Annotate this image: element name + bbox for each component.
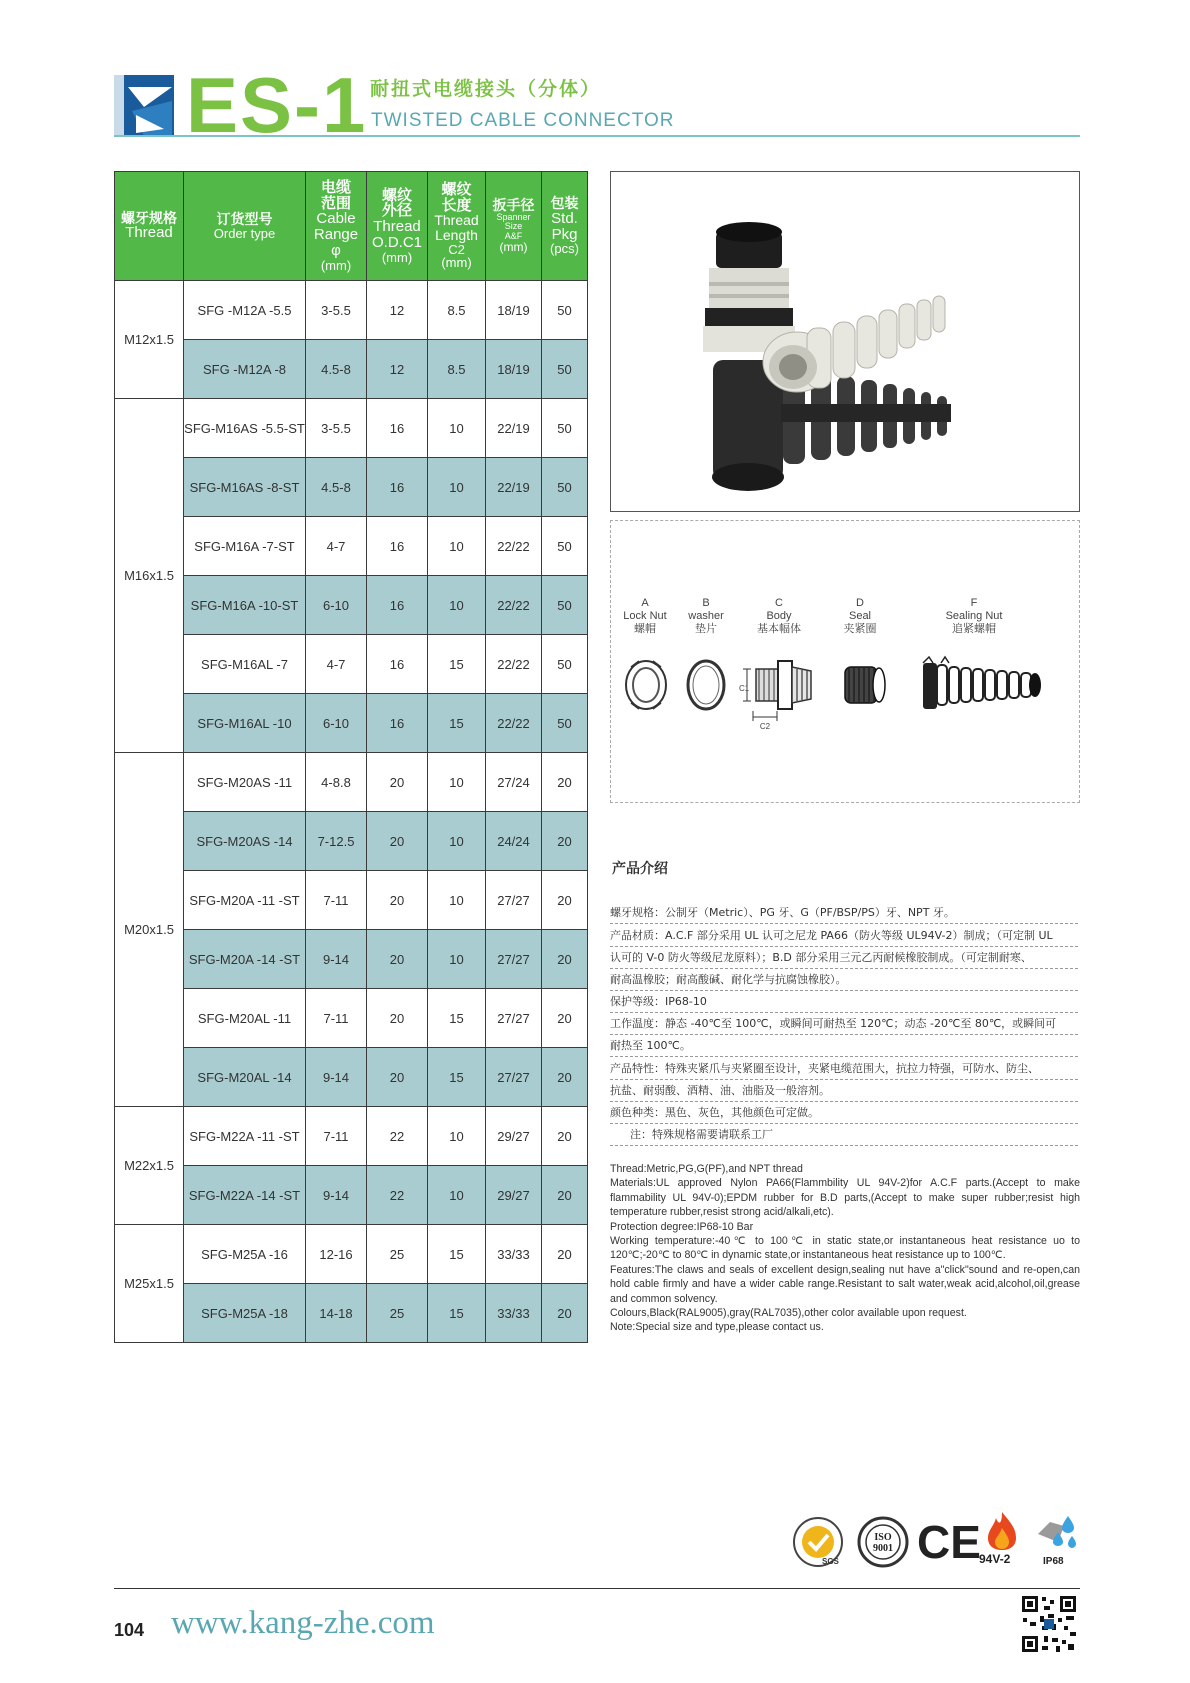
thread-length-cell: 10 xyxy=(428,753,486,812)
cable-range-cell: 7-11 xyxy=(306,989,367,1048)
std-pkg-cell: 20 xyxy=(542,930,588,989)
thread-od-cell: 22 xyxy=(367,1107,428,1166)
thread-length-cell: 10 xyxy=(428,1166,486,1225)
table-row xyxy=(115,930,588,989)
thread-length-cell: 10 xyxy=(428,871,486,930)
cable-range-cell: 7-11 xyxy=(306,871,367,930)
table-row xyxy=(115,399,588,458)
thread-length-cell: 15 xyxy=(428,1048,486,1107)
spanner-size-cell: 22/19 xyxy=(486,458,542,517)
intro-cn-note: 注：特殊规格需要请联系工厂 xyxy=(610,1124,1078,1146)
std-pkg-cell: 50 xyxy=(542,281,588,340)
thread-od-cell: 16 xyxy=(367,458,428,517)
website-link[interactable]: www.kang-zhe.com xyxy=(171,1605,435,1641)
c1-label: C1 xyxy=(739,684,750,693)
thread-od-cell: 20 xyxy=(367,1048,428,1107)
intro-title: 产品介绍 xyxy=(612,861,668,877)
thread-length-cell: 15 xyxy=(428,1284,486,1343)
spanner-size-cell: 22/22 xyxy=(486,517,542,576)
brand-logo xyxy=(114,75,174,136)
table-row xyxy=(115,871,588,930)
thread-length-cell: 10 xyxy=(428,399,486,458)
thread-length-cell: 15 xyxy=(428,635,486,694)
spanner-size-cell: 29/27 xyxy=(486,1107,542,1166)
table-row xyxy=(115,753,588,812)
intro-cn-line: 抗盐、耐弱酸、酒精、油、油脂及一般溶剂。 xyxy=(610,1080,1078,1102)
cable-range-cell: 9-14 xyxy=(306,1048,367,1107)
thread-length-cell: 15 xyxy=(428,1225,486,1284)
intro-cn-line: 螺牙规格：公制牙（Metric）、PG 牙、G（PF/BSP/PS）牙、NPT 牙。 xyxy=(610,902,1078,924)
intro-cn-line: 耐热至 100℃。 xyxy=(610,1035,1078,1057)
table-row xyxy=(115,1048,588,1107)
thread-length-cell: 15 xyxy=(428,694,486,753)
header-order-type: 订货型号 Order type xyxy=(184,172,306,281)
order-type-cell: SFG -M12A -8 xyxy=(184,340,306,399)
intro-en-line: Colours,Black(RAL9005),gray(RAL7035),other color available upon request. xyxy=(610,1307,967,1320)
footer-divider xyxy=(114,1588,1080,1589)
thread-od-cell: 20 xyxy=(367,812,428,871)
order-type-cell: SFG-M16AS -5.5-ST xyxy=(184,399,306,458)
intro-cn-line: 耐高温橡胶；耐高酸碱、耐化学与抗腐蚀橡胶）。 xyxy=(610,969,1078,991)
intro-en-line: Protection degree:IP68-10 Bar xyxy=(610,1220,754,1233)
spanner-size-cell: 33/33 xyxy=(486,1284,542,1343)
table-row xyxy=(115,694,588,753)
order-type-cell: SFG-M25A -18 xyxy=(184,1284,306,1343)
thread-length-cell: 10 xyxy=(428,458,486,517)
seal-icon xyxy=(845,667,885,703)
cable-range-cell: 9-14 xyxy=(306,1166,367,1225)
spanner-size-cell: 29/27 xyxy=(486,1166,542,1225)
table-row xyxy=(115,517,588,576)
intro-en-line: Features:The claws and seals of excellent design,sealing nut have a"click"sound and re-open,can hold cable firmly and have a wider cable range.Resistant to salt water,weak acid,alcohol,oil,grease and common solvency. xyxy=(610,1263,1080,1305)
thread-spec-cell: M12x1.5 xyxy=(115,281,184,399)
order-type-cell: SFG-M16AL -10 xyxy=(184,694,306,753)
thread-od-cell: 16 xyxy=(367,694,428,753)
thread-length-cell: 10 xyxy=(428,517,486,576)
spanner-size-cell: 27/24 xyxy=(486,753,542,812)
part-label-a: A Lock Nut 螺帽 xyxy=(623,597,667,635)
spanner-size-cell: 27/27 xyxy=(486,1048,542,1107)
thread-od-cell: 16 xyxy=(367,576,428,635)
order-type-cell: SFG-M20AS -11 xyxy=(184,753,306,812)
table-header-row xyxy=(115,172,588,281)
order-type-cell: SFG -M12A -5.5 xyxy=(184,281,306,340)
page-number: 104 xyxy=(114,1620,145,1640)
std-pkg-cell: 50 xyxy=(542,399,588,458)
cable-range-cell: 9-14 xyxy=(306,930,367,989)
order-type-cell: SFG-M16A -7-ST xyxy=(184,517,306,576)
spanner-size-cell: 27/27 xyxy=(486,930,542,989)
intro-cn-line: 产品材质：A.C.F 部分采用 UL 认可之尼龙 PA66（防火等级 UL94V-2）制成；（可定制 UL xyxy=(610,925,1078,947)
cable-range-cell: 12-16 xyxy=(306,1225,367,1284)
thread-length-cell: 8.5 xyxy=(428,281,486,340)
cable-range-cell: 6-10 xyxy=(306,576,367,635)
spanner-size-cell: 18/19 xyxy=(486,340,542,399)
exploded-diagram xyxy=(610,520,1080,803)
lock-nut-icon xyxy=(626,661,666,709)
spanner-size-cell: 33/33 xyxy=(486,1225,542,1284)
thread-length-cell: 10 xyxy=(428,812,486,871)
thread-od-cell: 20 xyxy=(367,753,428,812)
std-pkg-cell: 20 xyxy=(542,812,588,871)
order-type-cell: SFG-M16A -10-ST xyxy=(184,576,306,635)
std-pkg-cell: 20 xyxy=(542,989,588,1048)
c2-label: C2 xyxy=(759,722,771,731)
std-pkg-cell: 20 xyxy=(542,1107,588,1166)
thread-od-cell: 20 xyxy=(367,871,428,930)
thread-spec-cell: M25x1.5 xyxy=(115,1225,184,1343)
header-thread: 螺牙规格 Thread xyxy=(115,172,184,281)
spanner-size-cell: 22/22 xyxy=(486,635,542,694)
std-pkg-cell: 50 xyxy=(542,635,588,694)
intro-en-line: Thread:Metric,PG,G(PF),and NPT thread xyxy=(610,1163,803,1175)
part-label-d: D Seal 夹紧圈 xyxy=(843,597,877,635)
flame-icon: 94V-2 xyxy=(982,1510,1022,1556)
title-english: TWISTED CABLE CONNECTOR xyxy=(371,110,675,131)
std-pkg-cell: 20 xyxy=(542,871,588,930)
order-type-cell: SFG-M22A -11 -ST xyxy=(184,1107,306,1166)
thread-od-cell: 16 xyxy=(367,517,428,576)
table-row xyxy=(115,1225,588,1284)
order-type-cell: SFG-M20A -14 -ST xyxy=(184,930,306,989)
thread-length-cell: 10 xyxy=(428,576,486,635)
table-row xyxy=(115,1107,588,1166)
order-type-cell: SFG-M16AS -8-ST xyxy=(184,458,306,517)
thread-spec-cell: M20x1.5 xyxy=(115,753,184,1107)
std-pkg-cell: 50 xyxy=(542,340,588,399)
cable-range-cell: 14-18 xyxy=(306,1284,367,1343)
title-chinese: 耐扭式电缆接头（分体） xyxy=(370,78,602,100)
ip68-icon: IP68 xyxy=(1034,1512,1080,1556)
intro-cn-line: 认可的 V-0 防火等级尼龙原料）；B.D 部分采用三元乙丙耐候橡胶制成。（可定制耐寒、 xyxy=(610,947,1078,969)
spanner-size-cell: 27/27 xyxy=(486,989,542,1048)
part-label-c: C Body 基本幅体 xyxy=(757,597,801,635)
thread-length-cell: 10 xyxy=(428,930,486,989)
thread-length-cell: 15 xyxy=(428,989,486,1048)
std-pkg-cell: 50 xyxy=(542,694,588,753)
order-type-cell: SFG-M20AS -14 xyxy=(184,812,306,871)
intro-en-line: Working temperature:-40℃ to 100℃ in static state,or instantaneous heat resistance uo to 120℃;-20℃ to 80℃ in dynamic state,or instantaneous heat resistance up to 100℃. xyxy=(610,1235,1080,1262)
table-row xyxy=(115,340,588,399)
sealing-nut-icon xyxy=(923,657,1041,709)
std-pkg-cell: 20 xyxy=(542,753,588,812)
std-pkg-cell: 50 xyxy=(542,458,588,517)
cable-range-cell: 4.5-8 xyxy=(306,458,367,517)
product-photo xyxy=(610,171,1080,512)
intro-cn-line: 保护等级：IP68-10 xyxy=(610,991,1078,1013)
part-label-f: F Sealing Nut 追紧螺帽 xyxy=(945,597,1003,635)
thread-od-cell: 16 xyxy=(367,399,428,458)
std-pkg-cell: 20 xyxy=(542,1048,588,1107)
header-std-pkg: 包装 Std. Pkg (pcs) xyxy=(542,172,588,281)
cable-range-cell: 7-12.5 xyxy=(306,812,367,871)
table-row xyxy=(115,1166,588,1225)
order-type-cell: SFG-M20AL -11 xyxy=(184,989,306,1048)
spanner-size-cell: 22/22 xyxy=(486,694,542,753)
spanner-size-cell: 22/19 xyxy=(486,399,542,458)
intro-en-line: Materials:UL approved Nylon PA66(Flammbility UL 94V-2)for A.C.F parts.(Accept to make flammability UL 94V-0);EPDM rubber for B.D parts,(Accept to make super rubber;resist high temperature rubber,resist strong acid/alkali,etc). xyxy=(610,1177,1080,1219)
header-cable-range: 电缆范围 Cable Range φ (mm) xyxy=(306,172,367,281)
spanner-size-cell: 24/24 xyxy=(486,812,542,871)
thread-spec-cell: M22x1.5 xyxy=(115,1107,184,1225)
iso-cert-icon: ISO 9001 xyxy=(856,1515,910,1577)
thread-od-cell: 25 xyxy=(367,1284,428,1343)
std-pkg-cell: 20 xyxy=(542,1166,588,1225)
order-type-cell: SFG-M22A -14 -ST xyxy=(184,1166,306,1225)
intro-cn-line: 工作温度：静态 -40℃至 100℃，或瞬间可耐热至 120℃；动态 -20℃至 80℃，或瞬间可 xyxy=(610,1013,1078,1035)
std-pkg-cell: 50 xyxy=(542,576,588,635)
order-type-cell: SFG-M20A -11 -ST xyxy=(184,871,306,930)
std-pkg-cell: 20 xyxy=(542,1225,588,1284)
cable-range-cell: 4-8.8 xyxy=(306,753,367,812)
std-pkg-cell: 20 xyxy=(542,1284,588,1343)
intro-english xyxy=(610,1162,1080,1335)
sgs-cert-icon: SGS xyxy=(792,1515,846,1577)
thread-od-cell: 20 xyxy=(367,930,428,989)
thread-length-cell: 10 xyxy=(428,1107,486,1166)
thread-od-cell: 16 xyxy=(367,635,428,694)
intro-en-line: Note:Special size and type,please contact us. xyxy=(610,1321,824,1334)
thread-length-cell: 8.5 xyxy=(428,340,486,399)
intro-cn-line: 产品特性：特殊夹紧爪与夹紧圈至设计，夹紧电缆范围大，抗拉力特强，可防水、防尘、 xyxy=(610,1058,1078,1080)
cable-range-cell: 7-11 xyxy=(306,1107,367,1166)
thread-od-cell: 20 xyxy=(367,989,428,1048)
intro-cn-line: 颜色种类：黑色、灰色，其他颜色可定做。 xyxy=(610,1102,1078,1124)
header-thread-od: 螺纹外径 Thread O.D.C1 (mm) xyxy=(367,172,428,281)
cable-range-cell: 4.5-8 xyxy=(306,340,367,399)
model-code: ES-1 xyxy=(186,61,368,149)
table-row xyxy=(115,458,588,517)
ce-mark-icon: CE xyxy=(917,1516,981,1568)
spanner-size-cell: 22/22 xyxy=(486,576,542,635)
spanner-size-cell: 18/19 xyxy=(486,281,542,340)
part-label-b: B washer 垫片 xyxy=(688,597,724,635)
cable-range-cell: 3-5.5 xyxy=(306,281,367,340)
spanner-size-cell: 27/27 xyxy=(486,871,542,930)
table-row xyxy=(115,1284,588,1343)
thread-od-cell: 25 xyxy=(367,1225,428,1284)
washer-icon xyxy=(688,661,724,709)
cable-range-cell: 6-10 xyxy=(306,694,367,753)
thread-od-cell: 12 xyxy=(367,340,428,399)
header-thread-length: 螺纹长度 Thread Length C2 (mm) xyxy=(428,172,486,281)
spec-table xyxy=(114,171,588,1343)
table-row xyxy=(115,281,588,340)
order-type-cell: SFG-M16AL -7 xyxy=(184,635,306,694)
header-divider xyxy=(114,135,1080,137)
order-type-cell: SFG-M25A -16 xyxy=(184,1225,306,1284)
header-spanner-size: 扳手径 Spanner Size A&F (mm) xyxy=(486,172,542,281)
table-row xyxy=(115,812,588,871)
thread-od-cell: 22 xyxy=(367,1166,428,1225)
thread-od-cell: 12 xyxy=(367,281,428,340)
cable-range-cell: 4-7 xyxy=(306,635,367,694)
qr-code-icon xyxy=(1020,1594,1078,1654)
table-row xyxy=(115,989,588,1048)
cable-range-cell: 3-5.5 xyxy=(306,399,367,458)
order-type-cell: SFG-M20AL -14 xyxy=(184,1048,306,1107)
table-row xyxy=(115,635,588,694)
thread-spec-cell: M16x1.5 xyxy=(115,399,184,753)
table-row xyxy=(115,576,588,635)
std-pkg-cell: 50 xyxy=(542,517,588,576)
body-icon xyxy=(743,661,811,721)
cable-range-cell: 4-7 xyxy=(306,517,367,576)
